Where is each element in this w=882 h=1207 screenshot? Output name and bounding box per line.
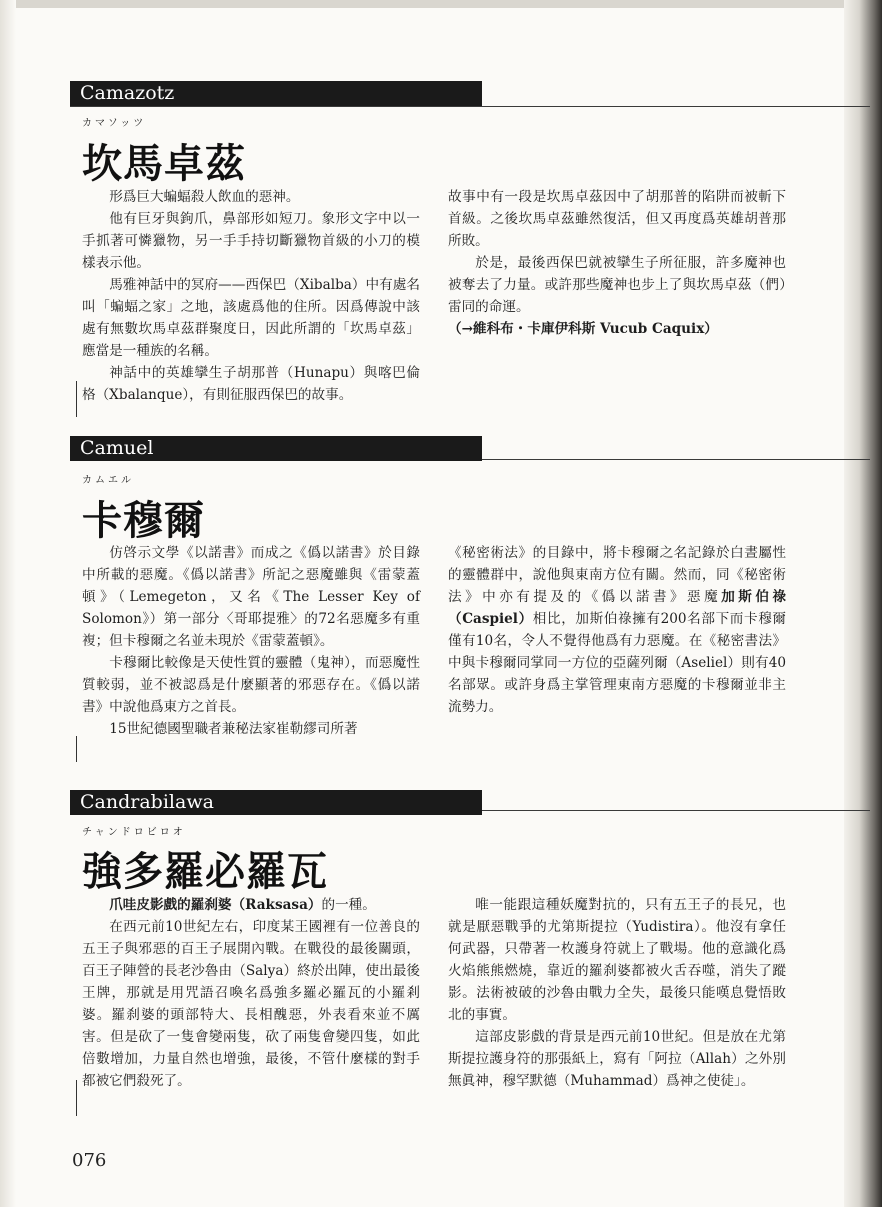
paragraph: 15世紀德國聖職者兼秘法家崔勒繆司所著 xyxy=(109,721,358,737)
entry-candrabilawa xyxy=(70,790,870,1130)
paragraph xyxy=(448,542,786,718)
text-run: 相比，加斯伯祿擁有200名部下而卡穆爾僅有10名，令人不覺得他爲有力惡魔。在《秘密書法》中與卡穆爾同掌同一方位的亞薩列爾（Aseliel）則有40名部眾。或許身爲主掌管理東南方惡魔的卡穆爾並非主流勢力。 xyxy=(448,611,786,715)
column-bracket xyxy=(76,1080,77,1116)
paragraph: 卡穆爾比較像是天使性質的靈體（鬼神），而惡魔性質較弱，並不被認爲是什麼顯著的邪惡存在。《僞以諾書》中說他爲東方之首長。 xyxy=(82,655,420,715)
entry-katakana: チャンドロビロオ xyxy=(82,827,186,838)
paragraph: 在西元前10世紀左右，印度某王國裡有一位善良的五王子與邪惡的百王子展開內戰。在戰役的最後關頭，百王子陣營的長老沙魯由（Salya）終於出陣，使出最後王牌，那就是用咒語召喚名爲強多羅必羅瓦的小羅剎婆。羅刹婆的頭部特大、長相醜惡，外表看來並不厲害。但是砍了一隻會變兩隻，砍了兩隻會變四隻，如此倍數增加，力量自然也增強，最後，不管什麼樣的對手都被它們殺死了。 xyxy=(82,919,420,1089)
paragraph: 故事中有一段是坎馬卓茲因中了胡那普的陷阱而被斬下首級。之後坎馬卓茲雖然復活，但又再度爲英雄胡普那所敗。 xyxy=(448,189,786,249)
right-column xyxy=(448,894,786,1092)
bold-term: 爪哇皮影戲的羅刹婆（Raksasa） xyxy=(109,897,322,913)
text-run: 的一種。 xyxy=(321,897,376,913)
right-column xyxy=(448,542,786,718)
left-column xyxy=(82,894,420,1092)
text-run: 《秘密術法》的目錄中，將卡穆爾之名記錄於白晝屬性的靈體群中，說他與東南方位有關。然而，同《秘密術法》中亦有提及的《僞以諾書》惡魔 xyxy=(448,545,786,605)
entry-katakana: カマソッツ xyxy=(82,118,147,129)
paragraph: 這部皮影戲的背景是西元前10世紀。但是放在尤第斯提拉護身符的那張紙上，寫有「阿拉（Allah）之外別無眞神，穆罕默德（Muhammad）爲神之使徒」。 xyxy=(448,1029,786,1089)
paragraph: 他有巨牙與鉤爪，鼻部形如短刀。象形文字中以一手抓著可憐獵物，另一手手持切斷獵物首級的小刀的模樣表示他。 xyxy=(82,211,420,271)
entry-camuel xyxy=(70,436,870,776)
paragraph: 神話中的英雄攣生子胡那普（Hunapu）與喀巴倫格（Xbalanque），有則征服西保巴的故事。 xyxy=(82,365,420,403)
paragraph xyxy=(82,894,420,916)
entry-latin-header: Camazotz xyxy=(70,81,482,106)
column-bracket xyxy=(76,381,77,417)
paragraph: 馬雅神話中的冥府——西保巴（Xibalba）中有處名叫「蝙蝠之家」之地，該處爲他的住所。因爲傳說中該處有無數坎馬卓茲群聚度日，因此所謂的「坎馬卓茲」應當是一種族的名稱。 xyxy=(82,277,420,359)
paragraph: 形爲巨大蝙蝠殺人飲血的惡神。 xyxy=(109,189,300,205)
column-bracket xyxy=(76,736,77,762)
paragraph: 唯一能跟這種妖魔對抗的，只有五王子的長兄，也就是厭惡戰爭的尤第斯提拉（Yudistira）。他沒有拿任何武器，只帶著一枚護身符就上了戰場。他的意識化爲火焰熊熊燃燒，靠近的羅刹婆都被火舌吞噬，消失了蹤影。法術被破的沙魯由戰力全失，最後只能嘆息覺悟敗北的事實。 xyxy=(448,897,786,1023)
page-number: 076 xyxy=(72,1150,107,1171)
entry-katakana: カムエル xyxy=(82,475,134,486)
entry-title: 卡穆爾 xyxy=(82,498,205,544)
entry-title: 強多羅必羅瓦 xyxy=(82,849,328,895)
paragraph: 於是，最後西保巴就被攣生子所征服，許多魔神也被奪去了力量。或許那些魔神也步上了與坎馬卓茲（們）雷同的命運。 xyxy=(448,255,786,315)
entry-camazotz xyxy=(70,81,870,421)
left-column xyxy=(82,542,420,740)
paragraph: 仿啓示文學《以諾書》而成之《僞以諾書》於目錄中所載的惡魔。《僞以諾書》所記之惡魔雖與《雷蒙蓋頓》（Lemegeton，又名《The Lesser Key of Solomon》）第一部分〈哥耶提雅〉的72名惡魔多有重複；但卡穆爾之名並未現於《雷蒙蓋頓》。 xyxy=(82,545,420,649)
entry-latin-header: Camuel xyxy=(70,436,482,461)
entry-title: 坎馬卓茲 xyxy=(82,141,246,187)
cross-reference: （→維科布・卡庫伊科斯 Vucub Caquix） xyxy=(448,321,718,337)
page-edge-left xyxy=(0,0,16,1207)
right-column xyxy=(448,186,786,340)
bold-term: 加斯伯祿（Caspiel） xyxy=(448,589,787,627)
left-column xyxy=(82,186,420,406)
entry-latin-header: Candrabilawa xyxy=(70,790,482,815)
page-edge-top xyxy=(0,0,882,8)
